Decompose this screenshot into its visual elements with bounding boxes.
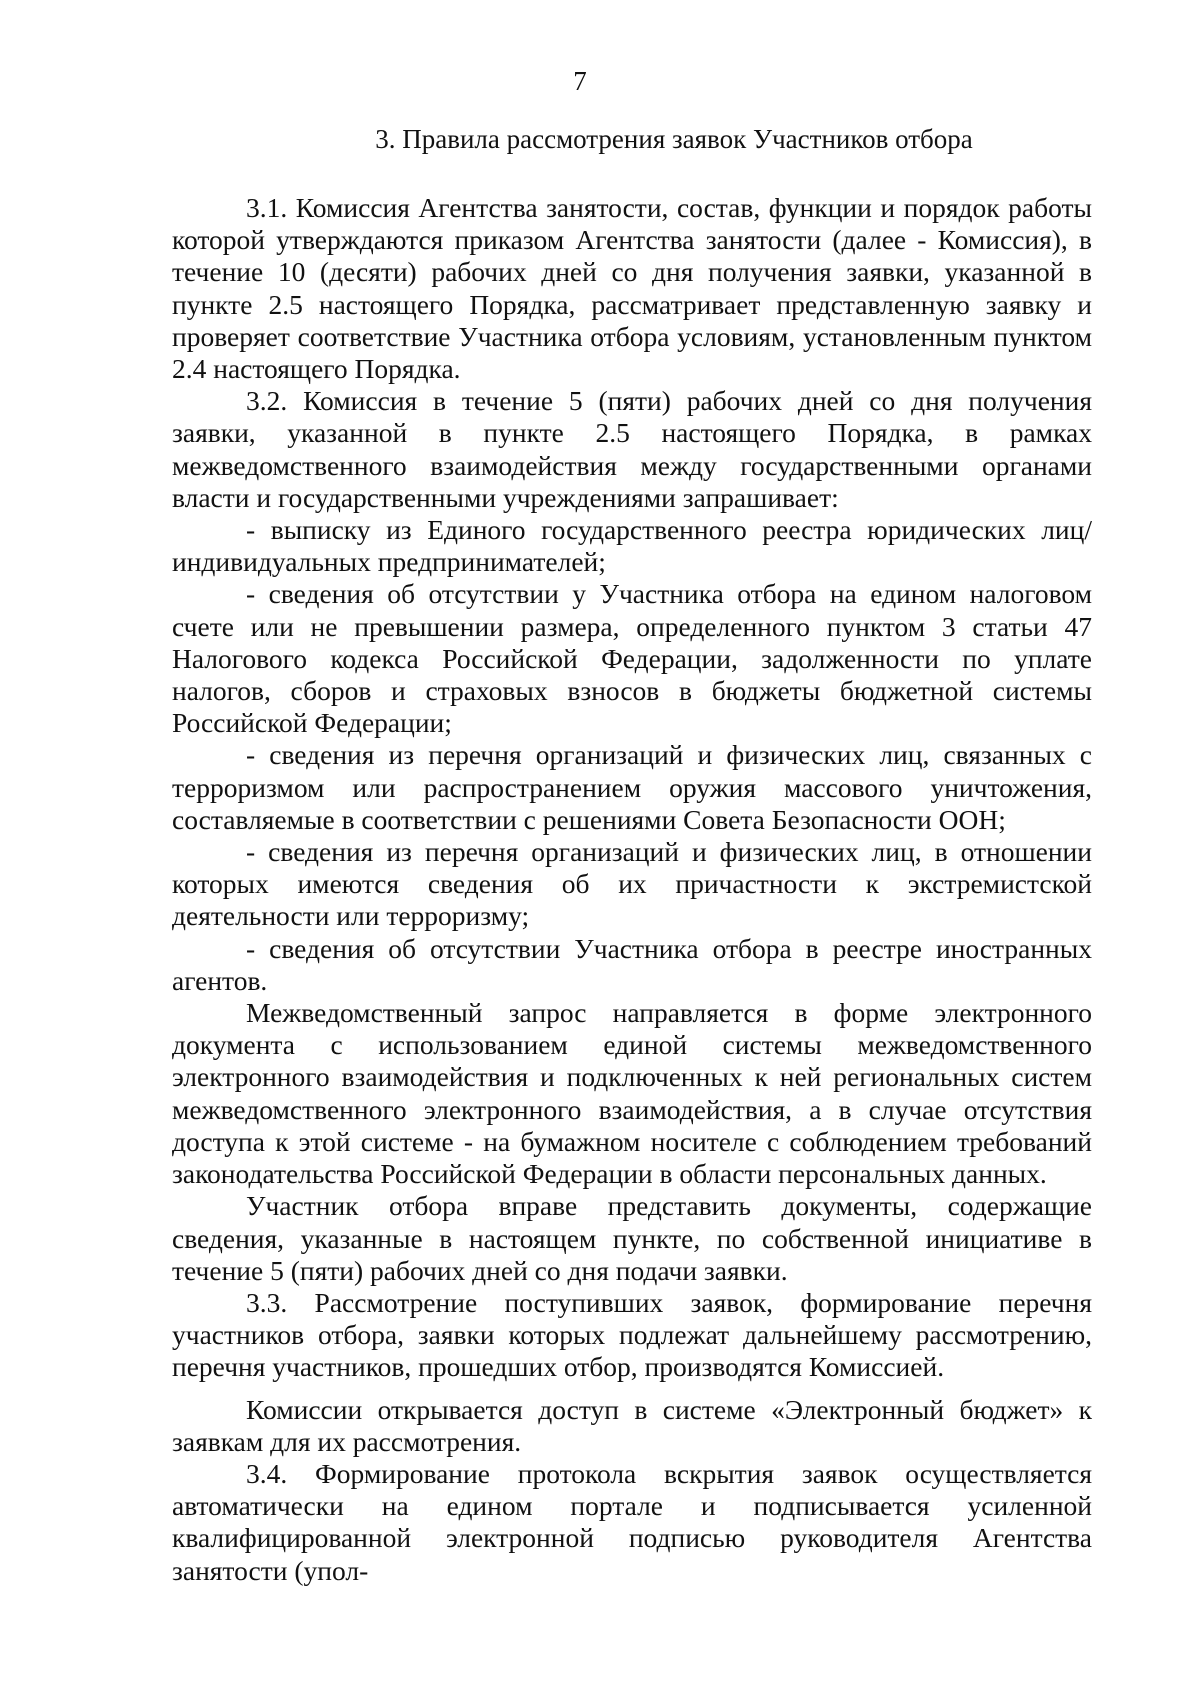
list-item-egrul-extract: - выписку из Единого государственного реестра юридических лиц/индивидуальных предпринимателей; xyxy=(172,514,1092,578)
list-item-extremism-list: - сведения из перечня организаций и физических лиц, в отношении которых имеются сведения об их причастности к экстремистской деятельности или терроризму; xyxy=(172,836,1092,932)
paragraph-3-3: 3.3. Рассмотрение поступивших заявок, формирование перечня участников отбора, заявки которых подлежат дальнейшему рассмотрению, перечня участников, прошедших отбор, производятся Комиссией. xyxy=(172,1286,1092,1383)
paragraph-3-4: 3.4. Формирование протокола вскрытия заявок осуществляется автоматически на едином портале и подписывается усиленной квалифицированной электронной подписью руководителя Агентства занятости (упол- xyxy=(172,1457,1092,1586)
section-title: 3. Правила рассмотрения заявок Участников отбора xyxy=(375,124,973,154)
list-item-foreign-agents: - сведения об отсутствии Участника отбора в реестре иностранных агентов. xyxy=(172,932,1092,996)
paragraph-electronic-budget-access: Комиссии открывается доступ в системе «Электронный бюджет» к заявкам для их рассмотрения. xyxy=(172,1393,1092,1457)
list-item-tax-debt: - сведения об отсутствии у Участника отбора на едином налоговом счете или не превышении размера, определенного пунктом 3 статьи 47 Налогового кодекса Российской Федерации, задолженности по уплате налогов, сборов и страховых взносов в бюджеты бюджетной системы Российской Федерации; xyxy=(172,578,1092,739)
list-item-terrorism-list: - сведения из перечня организаций и физических лиц, связанных с терроризмом или распространением оружия массового уничтожения, составляемые в соответствии с решениями Совета Безопасности ООН; xyxy=(172,739,1092,835)
paragraph-3-2: 3.2. Комиссия в течение 5 (пяти) рабочих дней со дня получения заявки, указанной в пункте 2.5 настоящего Порядка, в рамках межведомственного взаимодействия между государственными органами власти и государственными учреждениями запрашивает: xyxy=(172,385,1092,513)
paragraph-interagency-request: Межведомственный запрос направляется в форме электронного документа с использованием единой системы межведомственного электронного взаимодействия и подключенных к ней региональных систем межведомственного электронного взаимодействия, а в случае отсутствия доступа к этой системе - на бумажном носителе с соблюдением требований законодательства Российской Федерации в области персональных данных. xyxy=(172,997,1092,1190)
document-body xyxy=(172,192,1092,1587)
paragraph-participant-documents: Участник отбора вправе представить документы, содержащие сведения, указанные в настоящем пункте, по собственной инициативе в течение 5 (пяти) рабочих дней со дня подачи заявки. xyxy=(172,1190,1092,1286)
page-number: 7 xyxy=(573,66,587,96)
paragraph-3-1: 3.1. Комиссия Агентства занятости, состав, функции и порядок работы которой утверждаются приказом Агентства занятости (далее - Комиссия), в течение 10 (десяти) рабочих дней со дня получения заявки, указанной в пункте 2.5 настоящего Порядка, рассматривает представленную заявку и проверяет соответствие Участника отбора условиям, установленным пунктом 2.4 настоящего Порядка. xyxy=(172,192,1092,385)
